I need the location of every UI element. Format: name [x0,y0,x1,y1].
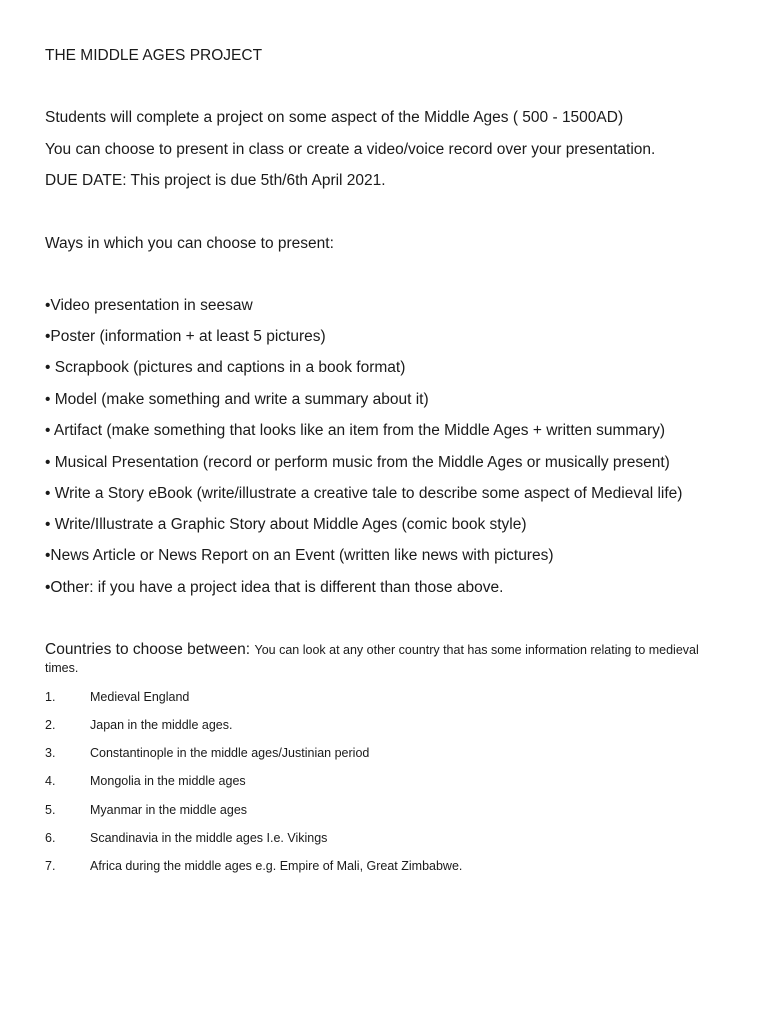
intro-line: You can choose to present in class or create a video/voice record over your presentation. [45,141,656,158]
option-item: • Model (make something and write a summary about it) [45,391,429,408]
country-item [45,717,232,733]
country-text: Africa during the middle ages e.g. Empire of Mali, Great Zimbabwe. [90,859,463,873]
option-item: • Musical Presentation (record or perform music from the Middle Ages or musically present) [45,454,670,471]
option-item: • Artifact (make something that looks like an item from the Middle Ages + written summary) [45,422,666,439]
ways-heading: Ways in which you can choose to present: [45,235,334,252]
document-title: THE MIDDLE AGES PROJECT [45,47,263,64]
country-number: 1. [45,690,56,704]
option-item: • Write/Illustrate a Graphic Story about Middle Ages (comic book style) [45,516,527,533]
country-text: Mongolia in the middle ages [90,774,246,788]
country-item [45,773,246,789]
option-item: •Poster (information + at least 5 pictures) [45,328,326,345]
country-text: Medieval England [90,690,190,704]
country-item [45,830,327,846]
country-item [45,802,247,818]
country-item [45,745,369,761]
due-date-line: DUE DATE: This project is due 5th/6th April 2021. [45,172,386,189]
country-text: Scandinavia in the middle ages I.e. Vikings [90,831,328,845]
intro-line: Students will complete a project on some aspect of the Middle Ages ( 500 - 1500AD) [45,109,624,126]
country-item [45,689,189,705]
country-number: 2. [45,718,56,732]
country-item [45,858,462,874]
country-number: 7. [45,859,56,873]
countries-heading: Countries to choose between: [45,641,251,658]
country-number: 3. [45,746,56,760]
option-item: •Other: if you have a project idea that is different than those above. [45,579,504,596]
countries-intro [45,641,735,677]
countries-note: You can look at any other country that has some information relating to medieval times. [45,643,699,675]
country-text: Constantinople in the middle ages/Justinian period [90,746,370,760]
option-item: •News Article or News Report on an Event (written like news with pictures) [45,547,554,564]
country-number: 6. [45,831,56,845]
option-item: •Video presentation in seesaw [45,297,253,314]
option-item: • Write a Story eBook (write/illustrate a creative tale to describe some aspect of Medieval life) [45,485,683,502]
country-text: Myanmar in the middle ages [90,803,248,817]
country-number: 4. [45,774,56,788]
country-number: 5. [45,803,56,817]
country-text: Japan in the middle ages. [90,718,233,732]
option-item: • Scrapbook (pictures and captions in a book format) [45,359,406,376]
